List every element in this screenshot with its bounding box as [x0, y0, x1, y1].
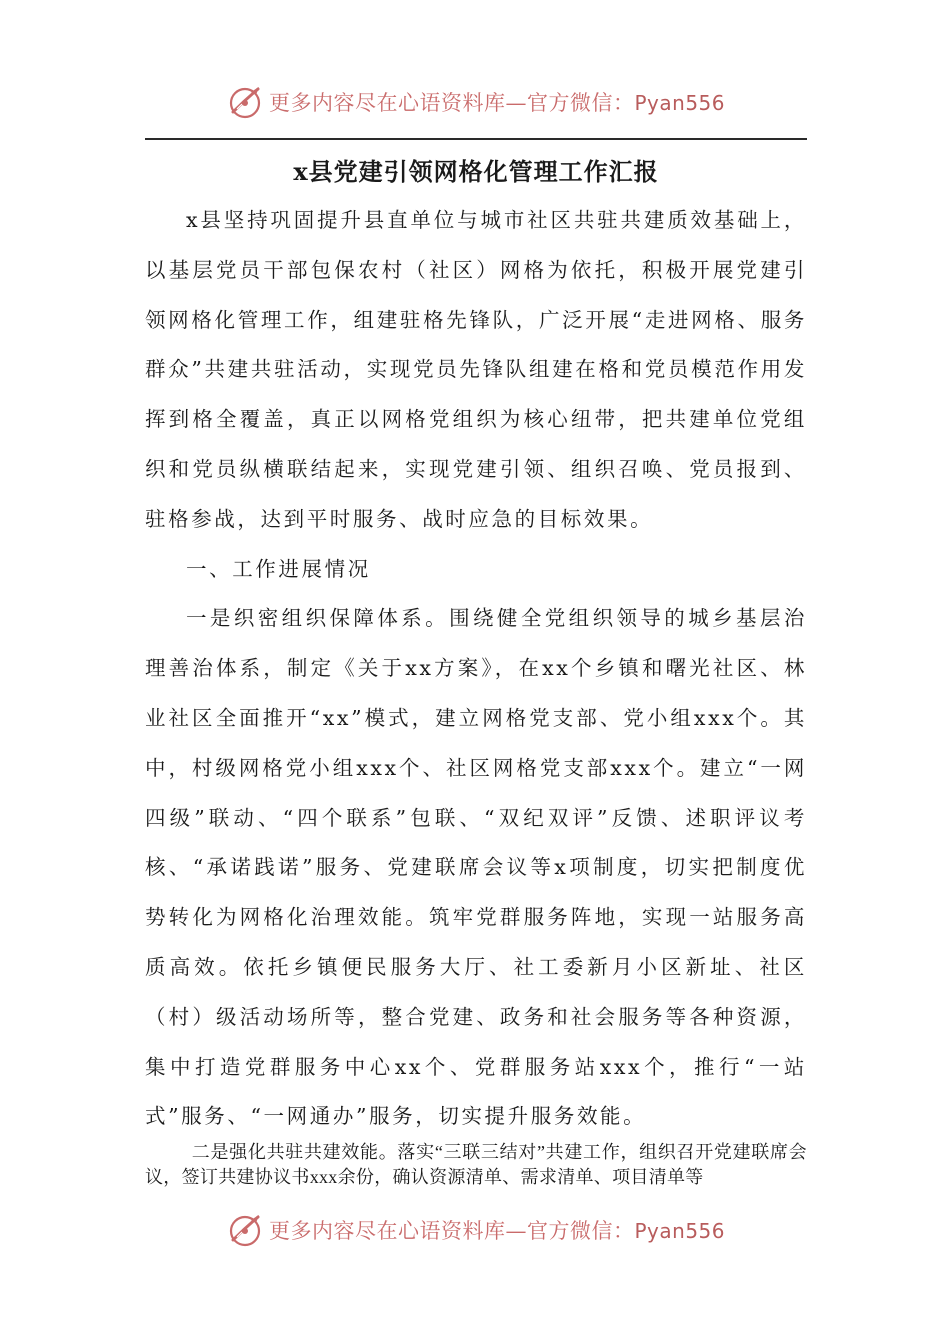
banner-text	[269, 87, 725, 117]
banner-text	[269, 1215, 725, 1245]
section-heading-progress: 一、工作进展情况	[186, 556, 371, 581]
paragraph-co-building: 二是强化共驻共建效能。落实“三联三结对”共建工作，组织召开党建联席会议，签订共建协议书xxx余份，确认资源清单、需求清单、项目清单等	[145, 1142, 807, 1187]
header-divider	[145, 138, 807, 140]
paragraph-intro: x县坚持巩固提升县直单位与城市社区共驻共建质效基础上，以基层党员干部包保农村（社区）网格为依托，积极开展党建引领网格化管理工作，组建驻格先锋队，广泛开展“走进网格、服务群众”共建共驻活动，实现党员先锋队组建在格和党员模范作用发挥到格全覆盖，真正以网格党组织为核心纽带，把共建单位党组织和党员纵横联结起来，实现党建引领、组织召唤、党员报到、驻格参战，达到平时服务、战时应急的目标效果。	[145, 208, 807, 531]
banner-wechat-id: Pyan556	[634, 91, 725, 115]
banner-label: 更多内容尽在心语资料库—官方微信：	[268, 1219, 635, 1243]
banner-wechat-id: Pyan556	[634, 1219, 725, 1243]
banner-label: 更多内容尽在心语资料库—官方微信：	[268, 91, 635, 115]
document-title: x县党建引领网格化管理工作汇报	[293, 157, 659, 186]
pen-nib-logo-icon	[225, 82, 265, 122]
document-body	[145, 196, 807, 1142]
document-tail	[145, 1140, 807, 1190]
header-watermark-banner	[0, 80, 950, 124]
paragraph-organization: 一是织密组织保障体系。围绕健全党组织领导的城乡基层治理善治体系，制定《关于xx方案》，在xx个乡镇和曙光社区、林业社区全面推开“xx”模式，建立网格党支部、党小组xxx个。其中，村级网格党小组xxx个、社区网格党支部xxx个。建立“一网四级”联动、“四个联系”包联、“双纪双评”反馈、述职评议考核、“承诺践诺”服务、党建联席会议等x项制度，切实把制度优势转化为网格化治理效能。筑牢党群服务阵地，实现一站服务高质高效。依托乡镇便民服务大厅、社工委新月小区新址、社区（村）级活动场所等，整合党建、政务和社会服务等各种资源，集中打造党群服务中心xx个、党群服务站xxx个，推行“一站式”服务、“一网通办”服务，切实提升服务效能。	[145, 606, 807, 1129]
pen-nib-logo-icon	[225, 1210, 265, 1250]
footer-watermark-banner	[0, 1208, 950, 1252]
